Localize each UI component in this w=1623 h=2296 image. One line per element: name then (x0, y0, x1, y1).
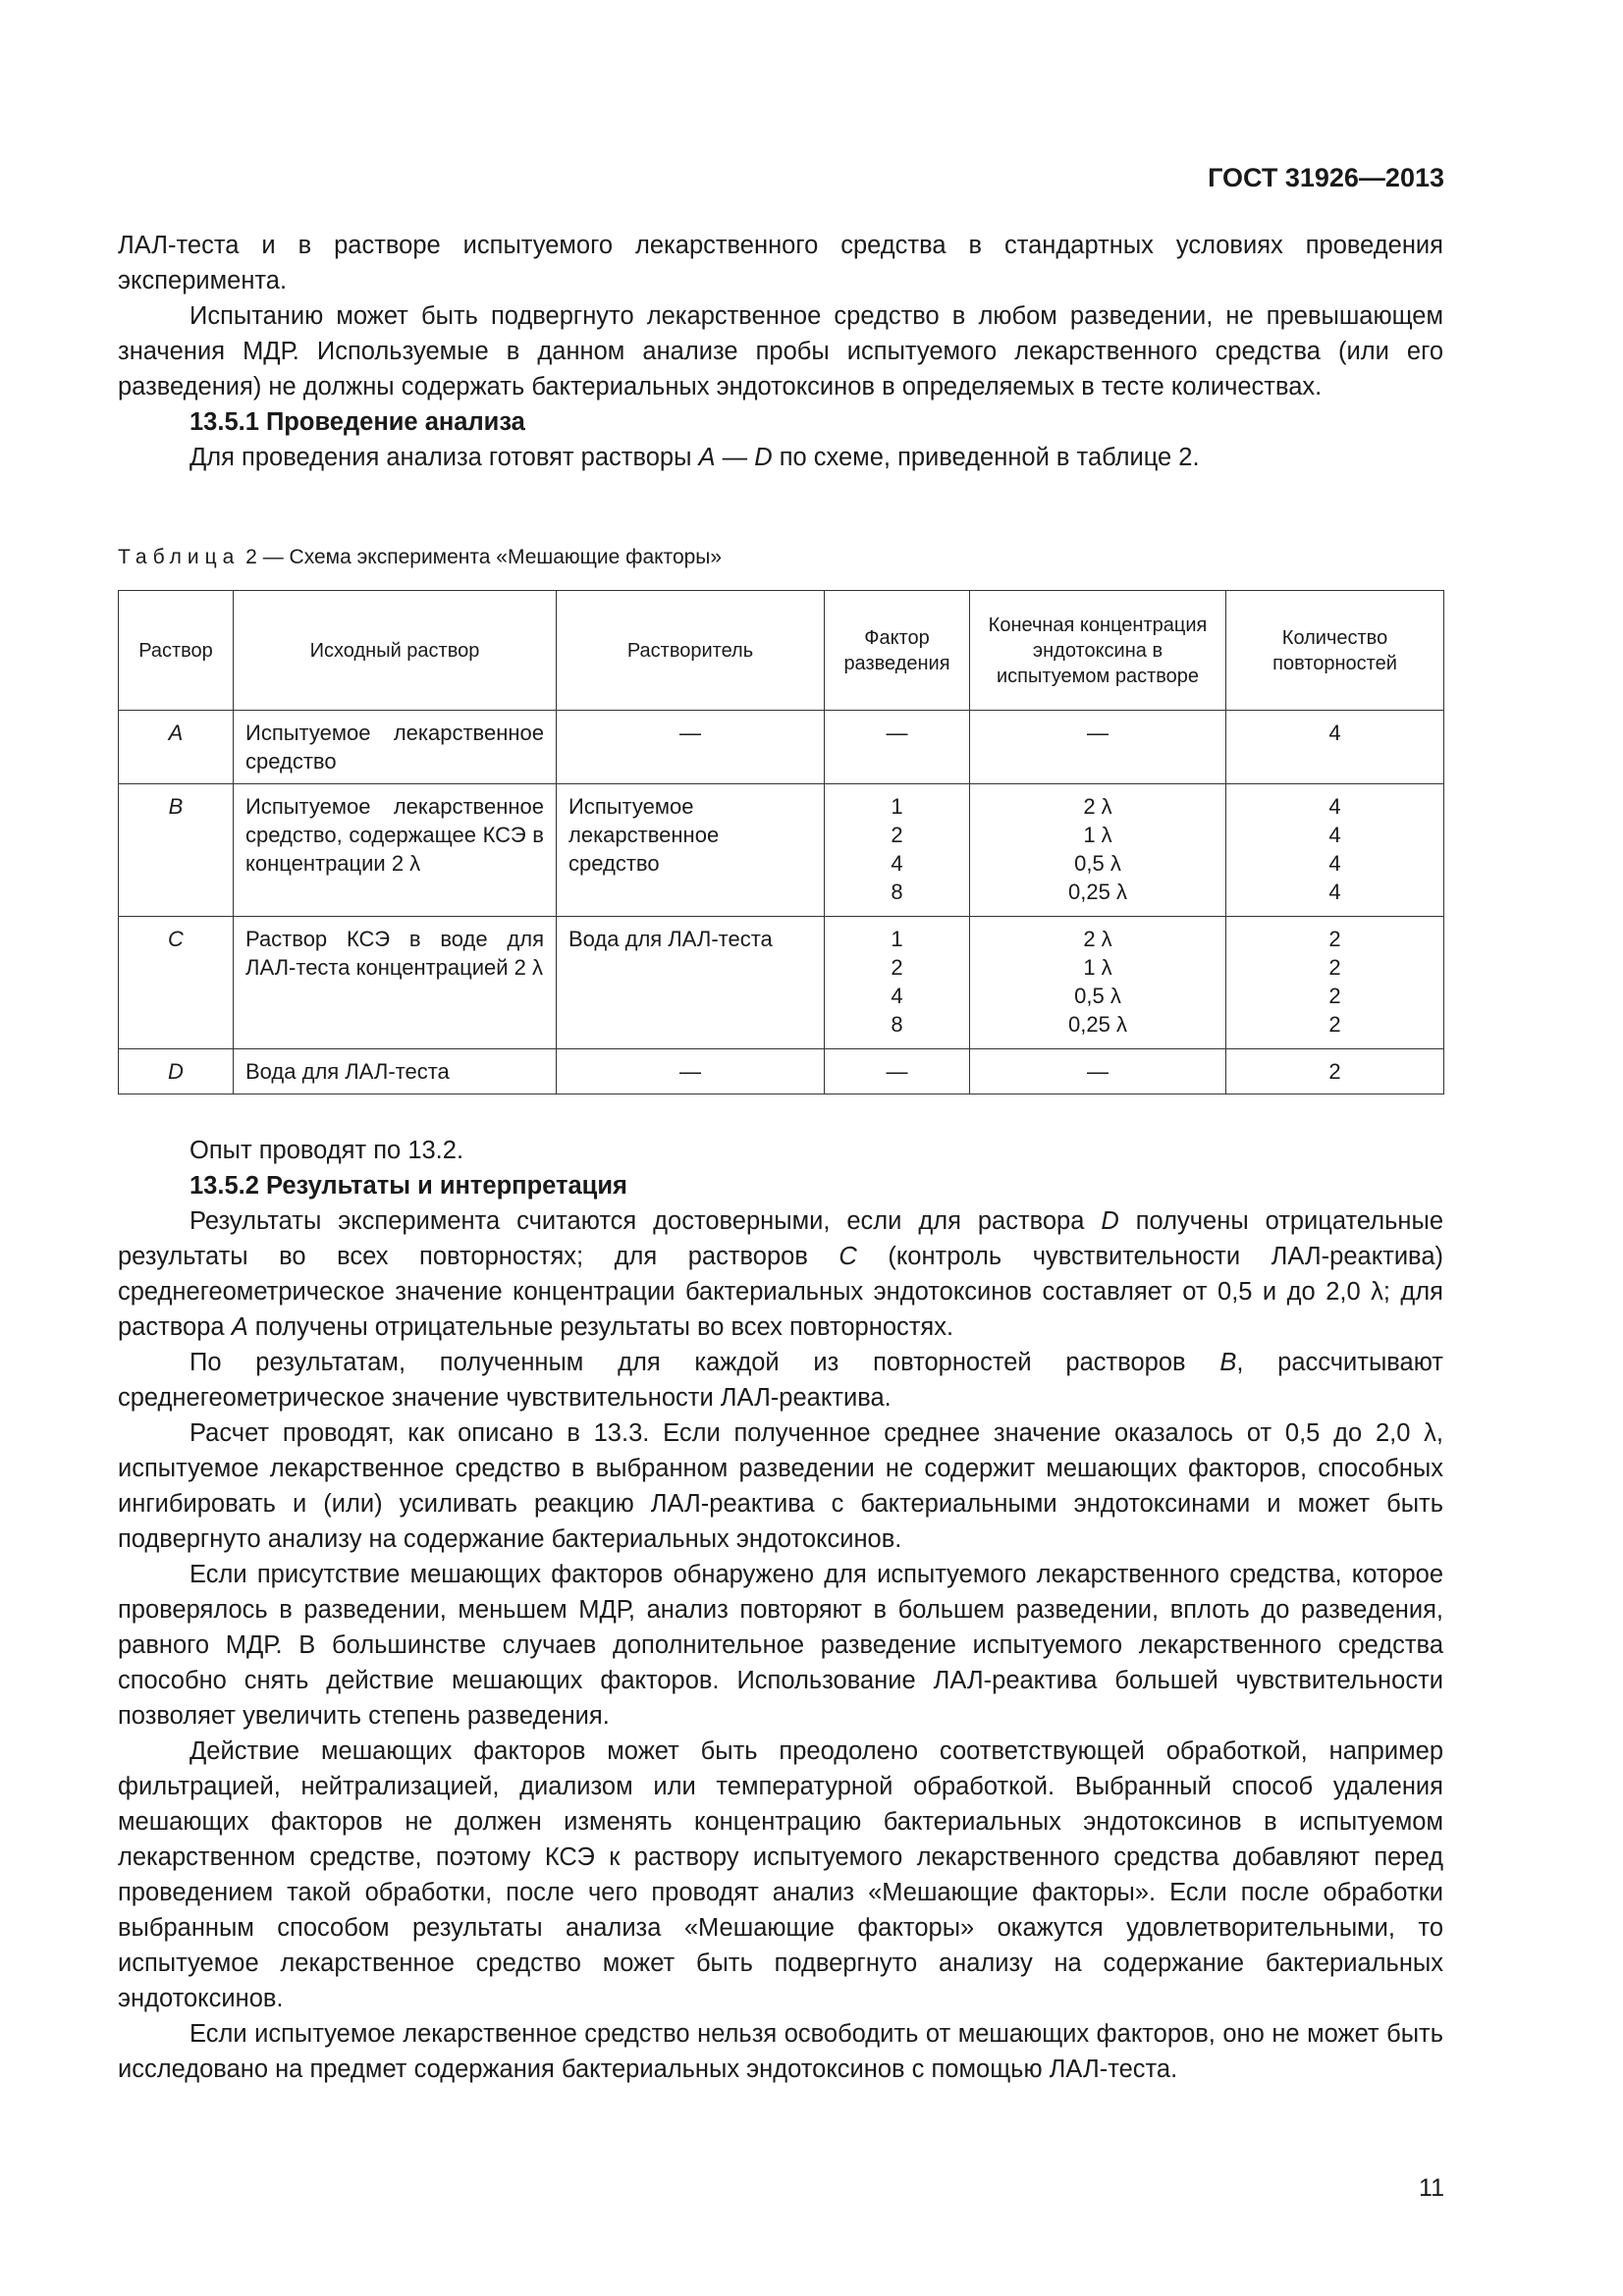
header-replicates: Количество повторностей (1226, 591, 1444, 711)
section-heading-13-5-1: 13.5.1 Проведение анализа (189, 408, 525, 436)
cell-factors: 1 2 4 8 (825, 784, 970, 917)
table-row (119, 711, 1444, 784)
header-solvent: Растворитель (557, 591, 825, 711)
paragraph-calculation: Расчет проводят, как описано в 13.3. Если полученное среднее значение оказалось от 0,5 до 2,0 λ, испытуемое лекарственное средство в выбранном разведении не содержит мешающих факторов, способных ингибировать и (или) усиливать реакцию ЛАЛ-реактива с бактериальными эндотоксинами и может быть подвергнуто анализу на содержание бактериальных эндотоксинов. (118, 1419, 1443, 1553)
paragraph-geomean: По результатам, полученным для каждой из повторностей растворов B, рассчитывают среднегеометрическое значение чувствительности ЛАЛ-реактива. (118, 1349, 1443, 1412)
cell-concentration: — (970, 711, 1226, 784)
cell-solution: A (119, 711, 234, 784)
cell-replicates: 2 2 2 2 (1226, 917, 1444, 1049)
cell-replicates: 2 (1226, 1049, 1444, 1095)
cell-solution: C (119, 917, 234, 1049)
cell-factors: 1 2 4 8 (825, 917, 970, 1049)
cell-concentrations: 2 λ 1 λ 0,5 λ 0,25 λ (970, 917, 1226, 1049)
cell-solvent: — (557, 711, 825, 784)
cell-initial: Испытуемое лекарственное средство (234, 711, 557, 784)
table-row (119, 917, 1444, 1049)
cell-solution: B (119, 784, 234, 917)
header-final-concentration: Конечная концентрация эндотоксина в испытуемом растворе (970, 591, 1226, 711)
experiment-table (118, 590, 1444, 1095)
paragraph-experiment-ref: Опыт проводят по 13.2. (189, 1137, 464, 1164)
cell-solvent: Вода для ЛАЛ-теста (557, 917, 825, 1049)
header-initial-solution: Исходный раствор (234, 591, 557, 711)
cell-solvent: — (557, 1049, 825, 1095)
bottom-text-block (118, 1133, 1443, 2087)
cell-initial: Вода для ЛАЛ-теста (234, 1049, 557, 1095)
cell-factor: — (825, 711, 970, 784)
cell-solution: D (119, 1049, 234, 1095)
cell-initial: Раствор КСЭ в воде для ЛАЛ-теста концентрацией 2 λ (234, 917, 557, 1049)
paragraph-continuation: ЛАЛ-теста и в растворе испытуемого лекарственного средства в стандартных условиях проведения эксперимента. (118, 232, 1443, 294)
page-number: 11 (1419, 2174, 1444, 2202)
cell-initial: Испытуемое лекарственное средство, содержащее КСЭ в концентрации 2 λ (234, 784, 557, 917)
table-row (119, 1049, 1444, 1095)
cell-solvent: Испытуемое лекарственное средство (557, 784, 825, 917)
paragraph-interference-treatment: Действие мешающих факторов может быть преодолено соответствующей обработкой, например фильтрацией, нейтрализацией, диализом или температурной обработкой. Выбранный способ удаления мешающих факторов не должен изменять концентрацию бактериальных эндотоксинов в испытуемом лекарственном средстве, поэтому КСЭ к раствору испытуемого лекарственного средства добавляют перед проведением такой обработки, после чего проводят анализ «Мешающие факторы». Если после обработки выбранным способом результаты анализа «Мешающие факторы» окажутся удовлетворительными, то испытуемое лекарственное средство может быть подвергнуто анализу на содержание бактериальных эндотоксинов. (118, 1737, 1443, 2012)
cell-concentration: — (970, 1049, 1226, 1095)
cell-replicates: 4 4 4 4 (1226, 784, 1444, 917)
paragraph-solutions: Для проведения анализа готовят растворы A — D по схеме, приведенной в таблице 2. (189, 444, 1200, 471)
paragraph-validity: Результаты эксперимента считаются достоверными, если для раствора D получены отрицательные результаты во всех повторностях; для растворов C (контроль чувствительности ЛАЛ-реактива) среднегеометрическое значение концентрации бактериальных эндотоксинов составляет от 0,5 и до 2,0 λ; для раствора A получены отрицательные результаты во всех повторностях. (118, 1207, 1444, 1341)
cell-concentrations: 2 λ 1 λ 0,5 λ 0,25 λ (970, 784, 1226, 917)
table-caption: Таблица 2 — Схема эксперимента «Мешающие факторы» (118, 546, 723, 568)
paragraph-mdr: Испытанию может быть подвергнуто лекарственное средство в любом разведении, не превышающем значения МДР. Используемые в данном анализе пробы испытуемого лекарственного средства (или его разведения) не должны содержать бактериальных эндотоксинов в определяемых в тесте количествах. (118, 302, 1443, 400)
table-row (119, 784, 1444, 917)
section-heading-13-5-2: 13.5.2 Результаты и интерпретация (189, 1172, 627, 1200)
top-text-block (118, 228, 1443, 475)
cell-replicates: 4 (1226, 711, 1444, 784)
header-dilution-factor: Фактор разведения (825, 591, 970, 711)
paragraph-interference-found: Если присутствие мешающих факторов обнаружено для испытуемого лекарственного средства, которое проверялось в разведении, меньшем МДР, анализ повторяют в большем разведении, вплоть до разведения, равного МДР. В большинстве случаев дополнительное разведение испытуемого лекарственного средства способно снять действие мешающих факторов. Использование ЛАЛ-реактива большей чувствительности позволяет увеличить степень разведения. (118, 1561, 1443, 1730)
table-header-row (119, 591, 1444, 711)
document-code: ГОСТ 31926—2013 (1208, 163, 1444, 192)
header-solution: Раствор (119, 591, 234, 711)
cell-factor: — (825, 1049, 970, 1095)
paragraph-not-testable: Если испытуемое лекарственное средство нельзя освободить от мешающих факторов, оно не может быть исследовано на предмет содержания бактериальных эндотоксинов с помощью ЛАЛ-теста. (118, 2020, 1443, 2083)
